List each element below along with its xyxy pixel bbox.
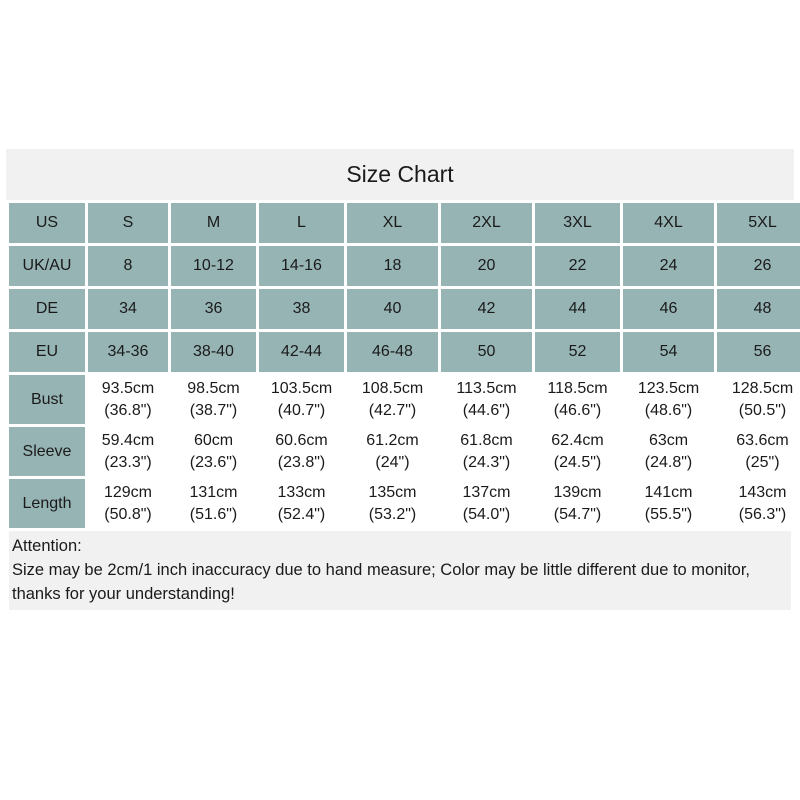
measure-cell [171,375,256,424]
row-label: Bust [9,375,85,424]
size-cell: 24 [623,246,714,286]
inch-value: (24") [375,453,410,471]
measure-cell [347,479,438,528]
attention-text: Size may be 2cm/1 inch inaccuracy due to hand measure; Color may be little different due to monitor, thanks for your understanding! [12,561,750,603]
size-cell: 38 [259,289,344,329]
inch-value: (24.8") [644,453,693,471]
size-cell: 4XL [623,203,714,243]
measure-cell [347,375,438,424]
cm-value: 141cm [644,483,693,501]
measure-cell [259,375,344,424]
cm-value: 103.5cm [270,379,333,397]
inch-value: (50.8") [104,505,152,523]
size-cell: 48 [717,289,800,329]
measure-cell [171,427,256,476]
inch-value: (44.6") [462,401,511,419]
size-cell: 34-36 [88,332,168,372]
cm-value: 131cm [189,483,238,501]
cm-value: 63cm [648,431,689,449]
measure-cell [441,479,532,528]
cm-value: 139cm [553,483,602,501]
size-cell: L [259,203,344,243]
measure-cell [88,375,168,424]
size-cell: 8 [88,246,168,286]
row-label: DE [9,289,85,329]
inch-value: (24.5") [553,453,602,471]
row-label: UK/AU [9,246,85,286]
inch-value: (25") [745,453,780,471]
inch-value: (56.3") [738,505,787,523]
measure-cell [623,479,714,528]
measure-cell [441,427,532,476]
size-cell: 56 [717,332,800,372]
inch-value: (50.5") [738,401,787,419]
cm-value: 60.6cm [275,431,328,449]
cm-value: 63.6cm [736,431,789,449]
size-cell: 40 [347,289,438,329]
inch-value: (24.3") [462,453,511,471]
cm-value: 108.5cm [361,379,424,397]
size-cell: S [88,203,168,243]
row-label: Sleeve [9,427,85,476]
measure-cell [441,375,532,424]
cm-value: 135cm [368,483,417,501]
size-cell: 50 [441,332,532,372]
cm-value: 118.5cm [547,379,608,397]
size-chart [6,149,794,610]
cm-value: 137cm [462,483,511,501]
size-cell: 54 [623,332,714,372]
measure-row-length [9,479,800,528]
size-cell: XL [347,203,438,243]
row-label: Length [9,479,85,528]
size-cell: 34 [88,289,168,329]
measure-cell [623,427,714,476]
inch-value: (54.7") [553,505,602,523]
size-cell: 14-16 [259,246,344,286]
inch-value: (48.6") [644,401,693,419]
size-row-us [9,203,800,243]
size-cell: 42 [441,289,532,329]
inch-value: (53.2") [368,505,417,523]
cm-value: 133cm [277,483,326,501]
inch-value: (51.6") [189,505,238,523]
size-cell: 46-48 [347,332,438,372]
size-cell: 42-44 [259,332,344,372]
inch-value: (36.8") [104,401,152,419]
inch-value: (23.6") [189,453,238,471]
inch-value: (46.6") [553,401,602,419]
measure-cell [259,479,344,528]
measure-row-sleeve [9,427,800,476]
cm-value: 128.5cm [731,379,794,397]
size-cell: 44 [535,289,620,329]
inch-value: (55.5") [644,505,693,523]
size-cell: 38-40 [171,332,256,372]
cm-value: 143cm [738,483,787,501]
size-cell: 26 [717,246,800,286]
size-cell: 46 [623,289,714,329]
measure-cell [535,427,620,476]
measure-cell [535,479,620,528]
measure-row-bust [9,375,800,424]
attention-heading: Attention: [12,537,82,555]
cm-value: 98.5cm [187,379,240,397]
cm-value: 59.4cm [101,431,155,449]
size-cell: 18 [347,246,438,286]
size-cell: 10-12 [171,246,256,286]
inch-value: (23.8") [277,453,326,471]
cm-value: 123.5cm [637,379,700,397]
size-table [6,200,800,531]
measure-cell [717,479,800,528]
cm-value: 61.2cm [366,431,419,449]
measure-cell [88,427,168,476]
measure-cell [347,427,438,476]
inch-value: (52.4") [277,505,326,523]
size-cell: 2XL [441,203,532,243]
measure-cell [171,479,256,528]
cm-value: 93.5cm [101,379,155,397]
chart-title: Size Chart [6,149,794,200]
size-cell: 22 [535,246,620,286]
size-cell: M [171,203,256,243]
cm-value: 61.8cm [460,431,513,449]
measure-cell [259,427,344,476]
size-cell: 36 [171,289,256,329]
cm-value: 62.4cm [551,431,604,449]
cm-value: 60cm [193,431,234,449]
size-cell: 5XL [717,203,800,243]
inch-value: (40.7") [277,401,326,419]
size-cell: 20 [441,246,532,286]
attention-note [9,531,791,610]
measure-cell [88,479,168,528]
cm-value: 129cm [103,483,153,501]
inch-value: (42.7") [368,401,417,419]
size-row-uk-au [9,246,800,286]
row-label: US [9,203,85,243]
size-cell: 52 [535,332,620,372]
cm-value: 113.5cm [456,379,517,397]
measure-cell [717,375,800,424]
measure-cell [535,375,620,424]
row-label: EU [9,332,85,372]
inch-value: (23.3") [104,453,152,471]
size-row-de [9,289,800,329]
size-row-eu [9,332,800,372]
size-cell: 3XL [535,203,620,243]
measure-cell [717,427,800,476]
inch-value: (54.0") [462,505,511,523]
measure-cell [623,375,714,424]
inch-value: (38.7") [189,401,238,419]
